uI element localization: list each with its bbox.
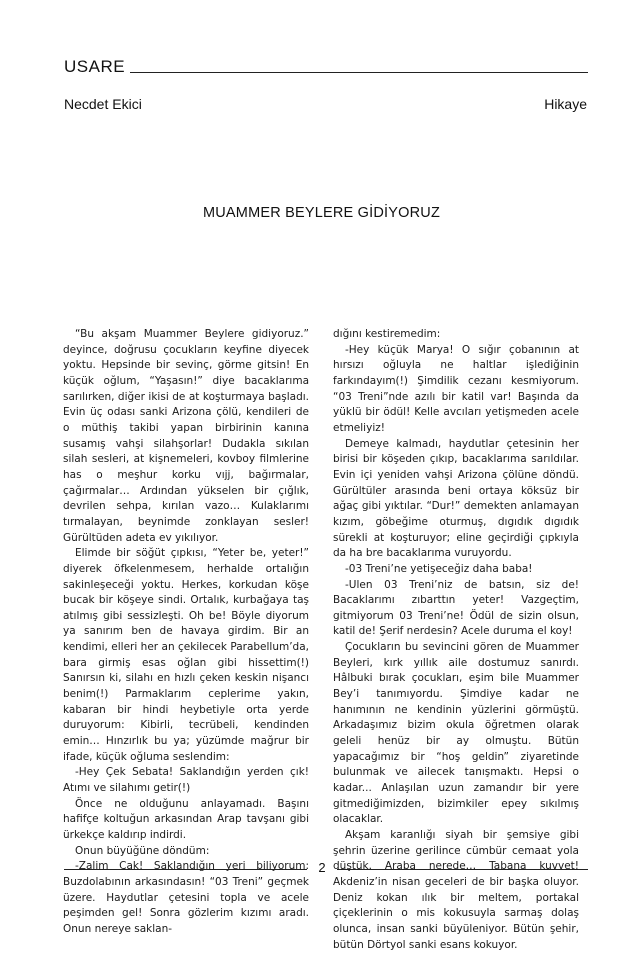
paragraph: dığını kestiremedim: bbox=[333, 328, 441, 340]
paragraph: Önce ne olduğunu anlayamadı. Başını hafifçe koltuğun arkasından Arap tavşanı gibi ürkekçe kaldırıp indirdi. bbox=[63, 797, 309, 841]
page-number: 2 bbox=[318, 860, 326, 875]
footer-rule-left bbox=[64, 869, 307, 870]
paragraph: -Hey Çek Sebata! Saklandığın yerden çık! Atımı ve silahımı getir(!) bbox=[63, 766, 309, 795]
paragraph: -Hey küçük Marya! O sığır çobanının at hırsızı oğluyla ne haltlar işlediğinin farkındayım(!) Şimdilik cezanı kesmiyorum. “03 Treni”nde azılı bir katil var! Başında da yüklü bir ödül! Kelle avcıları yetişmeden acele etmeliyiz! bbox=[333, 343, 579, 434]
paragraph: -Ulen 03 Treni’niz de batsın, siz de! Bacaklarımı zıbarttın yeter! Vazgeçtim, gitmiyorum 03 Treni’ne! Ödül de sizin olsun, katil de! Şerif nerdesin? Acele duruma el koy! bbox=[333, 578, 579, 638]
header-rule bbox=[130, 72, 588, 73]
paragraph: Akşam karanlığı siyah bir şemsiye gibi şehrin üzerine gerilince cümbür cemaat yola düştük. Araba nerede… Tabana kuvvet! Akdeniz’in nisan geceleri de bir başka oluyor. Deniz kokan ılık bir meltem, portakal çiçeklerinin o mis kokusuyla sarmaş dolaş olunca, insan sanki büyüleniyor. Bütün şehir, bütün Dörtyol sanki esans kokuyor. bbox=[333, 829, 579, 951]
paragraph: “Bu akşam Muammer Beylere gidiyoruz.” deyince, doğrusu çocukların keyfine diyecek yoktu. Hepsinde bir sevinç, görme gitsin! En küçük oğlum, “Yaşasın!” diye bacaklarıma sarılırken, diğer ikisi de at koşturmaya başladı. Evin üç odası sanki Arizona çölü, kendileri de o müthiş takibi yapan birbirinin kanına susamış vahşi silahşorlar! Dudakla sıkılan silah sesleri, at kişnemeleri, kovboy filmlerine has o meşhur korku vıjj, bağırmalar, çağırmalar… Ardından yükselen bir çığlık, devrilen sehpa, kırılan vazo… Kulaklarımı tırmalayan, beynimde zonklayan sesler! Gürültüden adeta ev yıkılıyor. bbox=[63, 328, 309, 544]
story-title: MUAMMER BEYLERE GİDİYORUZ bbox=[202, 205, 441, 221]
paragraph: -03 Treni’ne yetişeceğiz daha baba! bbox=[345, 562, 533, 575]
paragraph: Çocukların bu sevincini gören de Muammer Beyleri, kırk yıllık aile dostumuz sanırdı. Hâlbuki bırak çocukları, eşim bile Muammer Bey’i tanımıyordu. Şimdiye kadar ne hanımının ne kendinin yüzlerini görmüştü. Arkadaşımız bizim okula öğretmen olarak geleli henüz bir ay olmuştu. Bütün yapacağımız bir “hoş geldin” ziyaretinde bulunmak ve ailecek tanışmaktı. Hepsi o kadar... Anlaşılan uzun zamandır bir yere gitmediğimizden, bizimkiler epey sıkılmış olacaklar. bbox=[333, 641, 579, 826]
genre-label: Hikaye bbox=[544, 96, 587, 112]
author-name: Necdet Ekici bbox=[64, 96, 142, 112]
paragraph: Elimde bir söğüt çıpkısı, “Yeter be, yeter!” diyerek öfkelenmesem, herhalde ortalığın sakinleşeceği yoktu. Herkes, korkudan köşe bucak bir köşeye sindi. Ortalık, kurbağaya taş atılmış gibi sessizleşti. Oh be! Böyle diyorum ya sanırım ben de havaya girdim. Bir an kendimi, elleri her an çekilecek Parabellum’da, bara girmiş esas oğlan gibi hissettim(!) Sanırsın ki, silahı en hızlı çeken keskin nişancı benim(!) Parmaklarım ceplerime yakın, kabaran bir hindi heybetiyle orta yerde duruyorum: Kibirli, tecrübeli, kendinden emin… Hınzırlık bu ya; yüzümde mağrur bir ifade, küçük oğluma seslendim: bbox=[63, 547, 309, 763]
paragraph: Onun büyüğüne döndüm: bbox=[75, 844, 210, 857]
left-text-column bbox=[63, 327, 309, 938]
paragraph: -Zalim Cak! Saklandığın yeri biliyorum: Buzdolabının arkasındasın! “03 Treni” geçmek üzere. Haydutlar çetesini topla ve acele peşimden gel! Sonra gözlerim kızımı aradı. Onun nereye saklan- bbox=[63, 860, 309, 935]
journal-title: USARE bbox=[64, 57, 126, 76]
footer-rule-right bbox=[337, 869, 588, 870]
paragraph: Demeye kalmadı, haydutlar çetesinin her birisi bir köşeden çıkıp, bacaklarıma sarıldılar. Evin içi yeniden vahşi Arizona çölüne döndü. Gürültüler arasında beni ortaya köksüz bir ağaç gibi yıktılar. “Dur!” demekten anlamayan kızım, göbeğime oturmuş, dıgıdık dıgıdık sürekli at koşturuyor; eline geçirdiği çıpkıyla da ha bre bacaklarıma vuruyordu. bbox=[333, 437, 579, 560]
page-footer bbox=[64, 858, 588, 876]
journal-header bbox=[64, 57, 588, 77]
